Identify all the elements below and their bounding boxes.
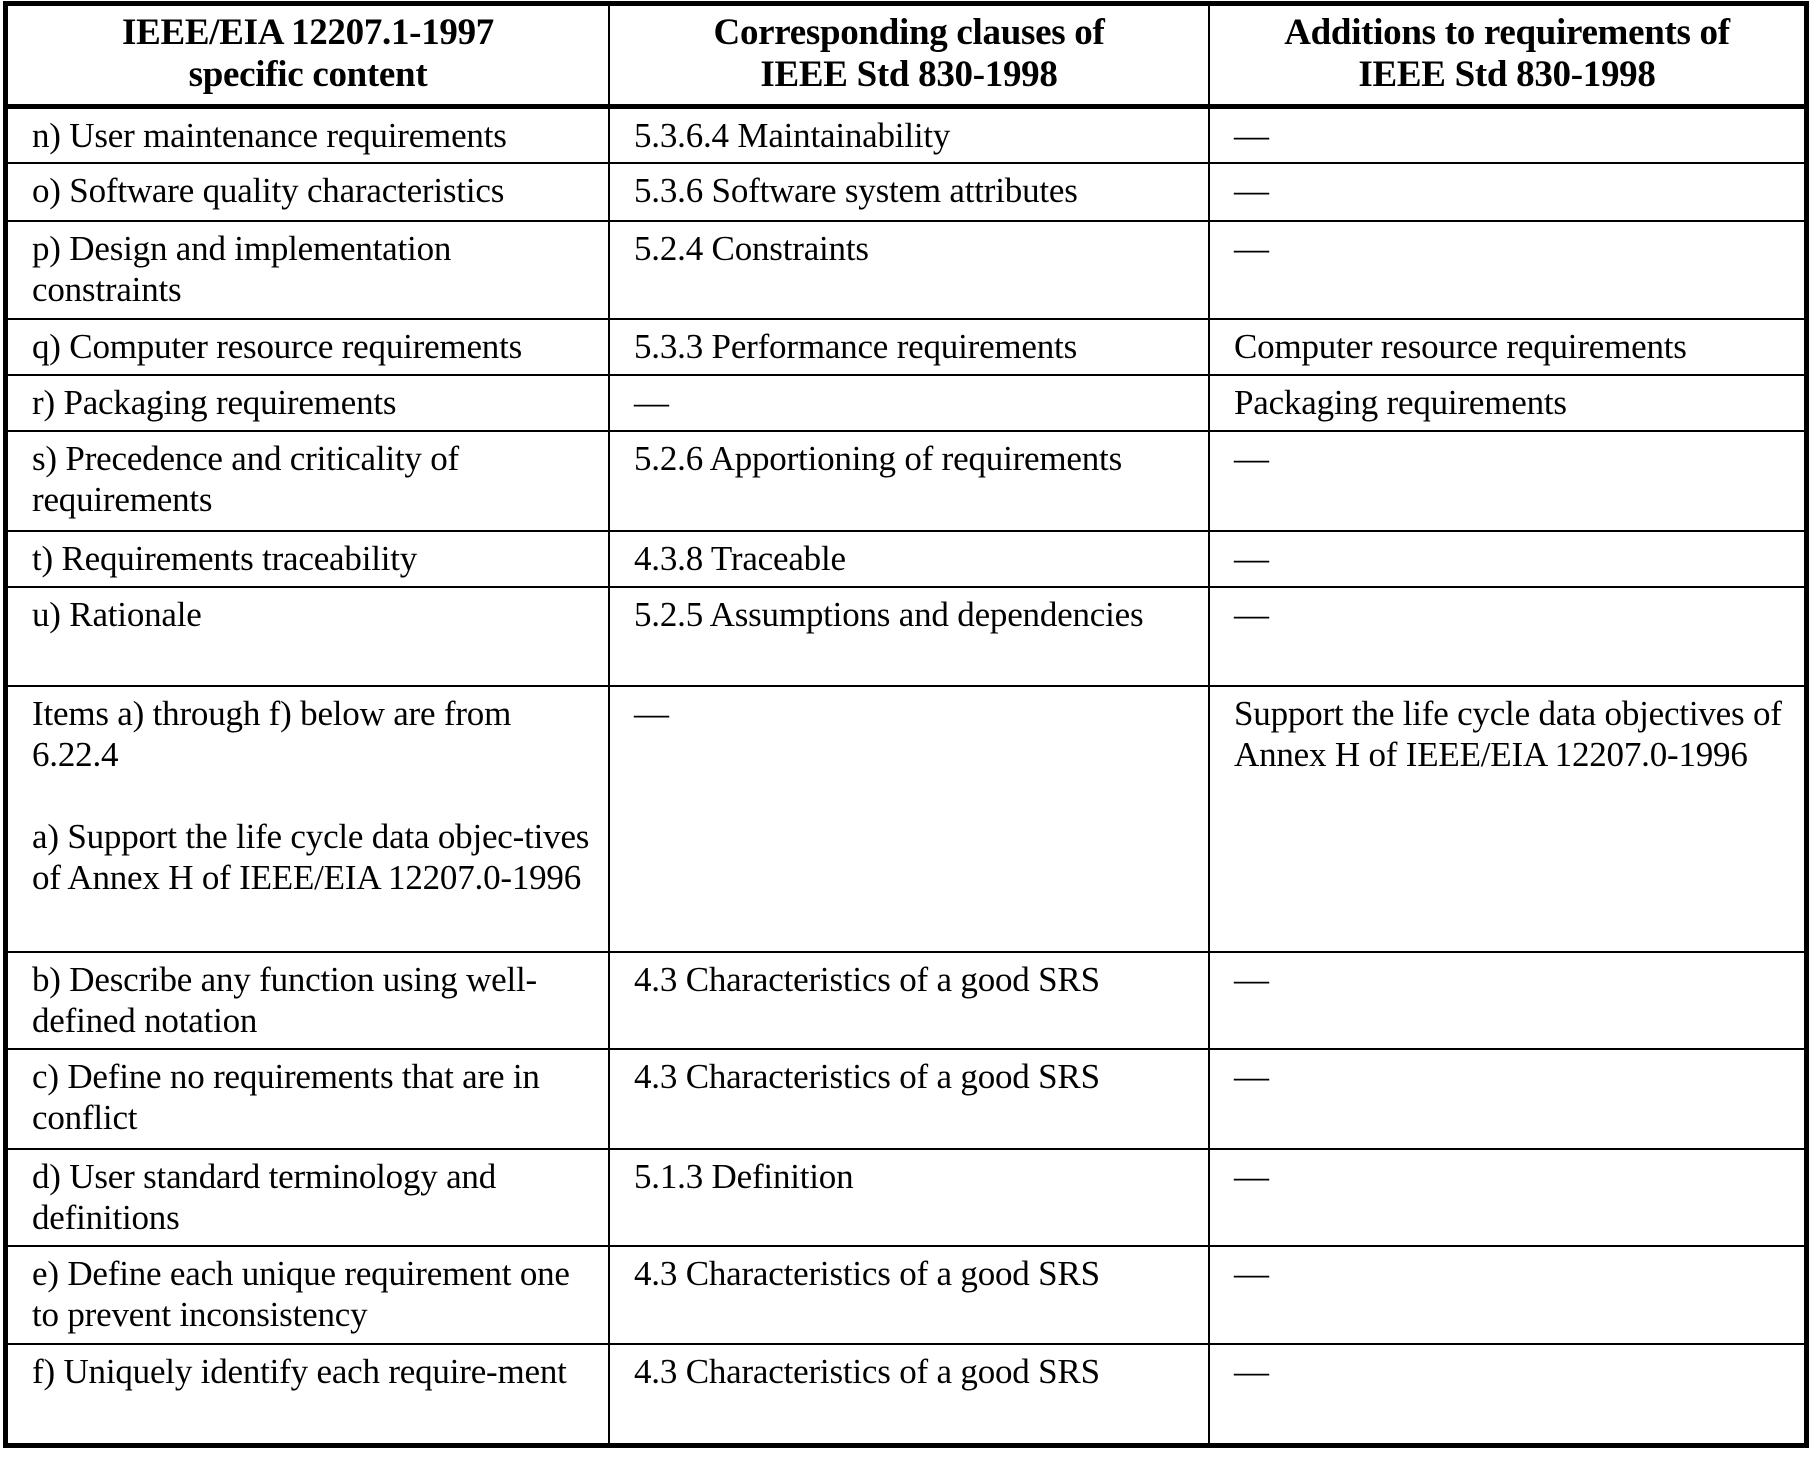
cell-clause: 4.3 Characteristics of a good SRS [609, 1246, 1209, 1344]
column-header-corresponding-clauses [609, 6, 1209, 107]
header-line: IEEE Std 830-1998 [1358, 54, 1656, 95]
cell-clause: 4.3 Characteristics of a good SRS [609, 952, 1209, 1049]
cell-addition: — [1209, 1344, 1804, 1443]
cell-clause: 5.2.6 Apportioning of requirements [609, 431, 1209, 530]
cell-clause: 5.2.5 Assumptions and dependencies [609, 587, 1209, 685]
cell-content: e) Define each unique requirement one to prevent inconsistency [8, 1246, 609, 1344]
header-line: Additions to requirements of [1284, 12, 1730, 53]
cell-addition: Computer resource requirements [1209, 319, 1804, 375]
cell-addition: — [1209, 107, 1804, 164]
header-line: IEEE/EIA 12207.1-1997 [122, 12, 494, 53]
cell-addition: — [1209, 587, 1804, 685]
cell-content-item-a: a) Support the life cycle data objec-tives of Annex H of IEEE/EIA 12207.0-1996 [32, 816, 590, 897]
cell-content: d) User standard terminology and definitions [8, 1149, 609, 1246]
table-row [8, 221, 1804, 319]
cell-content: r) Packaging requirements [8, 375, 609, 431]
table-row [8, 1344, 1804, 1443]
cell-content: n) User maintenance requirements [8, 107, 609, 164]
header-line: IEEE Std 830-1998 [760, 54, 1058, 95]
header-line: specific content [188, 54, 428, 95]
mapping-table-container [3, 1, 1809, 1448]
cell-clause: 5.3.3 Performance requirements [609, 319, 1209, 375]
cell-addition: — [1209, 952, 1804, 1049]
table-row [8, 319, 1804, 375]
cell-content: s) Precedence and criticality of requirements [8, 431, 609, 530]
cell-addition: — [1209, 531, 1804, 587]
header-line: Corresponding clauses of [713, 12, 1105, 53]
cell-content: u) Rationale [8, 587, 609, 685]
cell-clause: — [609, 375, 1209, 431]
cell-addition: — [1209, 1149, 1804, 1246]
cell-addition: Packaging requirements [1209, 375, 1804, 431]
requirements-mapping-table [8, 6, 1804, 1443]
cell-content: p) Design and implementation constraints [8, 221, 609, 319]
cell-clause: 5.3.6.4 Maintainability [609, 107, 1209, 164]
table-row [8, 431, 1804, 530]
cell-content: c) Define no requirements that are in conflict [8, 1049, 609, 1148]
table-row [8, 1246, 1804, 1344]
cell-content [8, 686, 609, 952]
cell-clause: 4.3 Characteristics of a good SRS [609, 1049, 1209, 1148]
table-row [8, 163, 1804, 220]
cell-clause: 5.2.4 Constraints [609, 221, 1209, 319]
table-row [8, 1049, 1804, 1148]
column-header-additions [1209, 6, 1804, 107]
cell-addition: — [1209, 163, 1804, 220]
cell-content: q) Computer resource requirements [8, 319, 609, 375]
cell-content: t) Requirements traceability [8, 531, 609, 587]
table-header-row [8, 6, 1804, 107]
cell-clause: 5.3.6 Software system attributes [609, 163, 1209, 220]
cell-addition: — [1209, 221, 1804, 319]
cell-content: b) Describe any function using well-defined notation [8, 952, 609, 1049]
table-row [8, 107, 1804, 164]
table-row [8, 375, 1804, 431]
table-row [8, 587, 1804, 685]
cell-clause: 5.1.3 Definition [609, 1149, 1209, 1246]
cell-clause: 4.3 Characteristics of a good SRS [609, 1344, 1209, 1443]
cell-addition: — [1209, 431, 1804, 530]
cell-addition: — [1209, 1049, 1804, 1148]
cell-content-intro: Items a) through f) below are from 6.22.4 [32, 693, 512, 774]
table-row [8, 1149, 1804, 1246]
cell-addition: Support the life cycle data objectives of Annex H of IEEE/EIA 12207.0-1996 [1209, 686, 1804, 952]
cell-content: o) Software quality characteristics [8, 163, 609, 220]
column-header-specific-content [8, 6, 609, 107]
cell-addition: — [1209, 1246, 1804, 1344]
table-row [8, 686, 1804, 952]
table-row [8, 531, 1804, 587]
table-row [8, 952, 1804, 1049]
cell-clause: — [609, 686, 1209, 952]
cell-clause: 4.3.8 Traceable [609, 531, 1209, 587]
cell-content: f) Uniquely identify each require-ment [8, 1344, 609, 1443]
